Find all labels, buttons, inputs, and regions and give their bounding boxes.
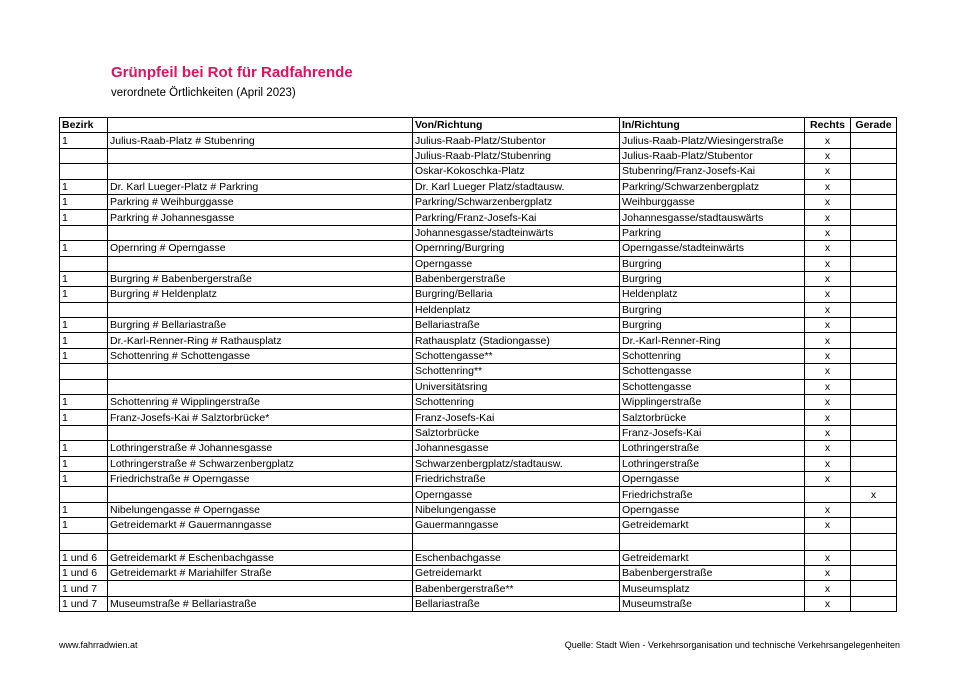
cell-von-richtung: Friedrichstraße	[413, 471, 620, 486]
cell-in-richtung: Getreidemarkt	[620, 550, 805, 565]
cell-in-richtung: Heldenplatz	[620, 287, 805, 302]
cell-gerade	[851, 210, 897, 225]
cell-von-richtung	[413, 533, 620, 550]
cell-in-richtung: Julius-Raab-Platz/Wiesingerstraße	[620, 133, 805, 148]
cell-in-richtung: Salztorbrücke	[620, 410, 805, 425]
cell-rechts	[805, 533, 851, 550]
cell-gerade	[851, 302, 897, 317]
cell-von-richtung: Babenbergerstraße	[413, 271, 620, 286]
cell-von-richtung: Operngasse	[413, 487, 620, 502]
cell-in-richtung: Wipplingerstraße	[620, 395, 805, 410]
cell-bezirk	[60, 164, 108, 179]
cell-von-richtung: Parkring/Schwarzenbergplatz	[413, 194, 620, 209]
cell-von-richtung: Oskar-Kokoschka-Platz	[413, 164, 620, 179]
table-row	[60, 241, 897, 256]
cell-gerade	[851, 133, 897, 148]
cell-bezirk: 1	[60, 318, 108, 333]
cell-rechts: x	[805, 194, 851, 209]
table-row	[60, 533, 897, 550]
cell-gerade	[851, 225, 897, 240]
cell-in-richtung: Parkring/Schwarzenbergplatz	[620, 179, 805, 194]
cell-von-richtung: Julius-Raab-Platz/Stubenring	[413, 148, 620, 163]
cell-von-richtung: Schottenring	[413, 395, 620, 410]
cell-von-richtung: Getreidemarkt	[413, 565, 620, 580]
header-in-richtung: In/Richtung	[620, 118, 805, 133]
cell-location: Museumstraße # Bellariastraße	[108, 596, 413, 611]
cell-location	[108, 533, 413, 550]
cell-von-richtung: Heldenplatz	[413, 302, 620, 317]
cell-bezirk	[60, 487, 108, 502]
cell-in-richtung: Johannesgasse/stadtauswärts	[620, 210, 805, 225]
cell-rechts: x	[805, 164, 851, 179]
cell-in-richtung: Operngasse	[620, 502, 805, 517]
cell-rechts: x	[805, 333, 851, 348]
cell-von-richtung: Julius-Raab-Platz/Stubentor	[413, 133, 620, 148]
cell-bezirk	[60, 225, 108, 240]
table-row	[60, 456, 897, 471]
cell-location: Getreidemarkt # Gauermanngasse	[108, 518, 413, 533]
cell-location: Schottenring # Schottengasse	[108, 348, 413, 363]
table-row	[60, 302, 897, 317]
cell-in-richtung: Lothringerstraße	[620, 441, 805, 456]
cell-in-richtung: Dr.-Karl-Renner-Ring	[620, 333, 805, 348]
cell-gerade	[851, 287, 897, 302]
cell-in-richtung: Stubenring/Franz-Josefs-Kai	[620, 164, 805, 179]
cell-gerade	[851, 471, 897, 486]
cell-rechts: x	[805, 596, 851, 611]
locations-table	[59, 117, 897, 612]
table-row	[60, 133, 897, 148]
cell-location	[108, 164, 413, 179]
cell-in-richtung	[620, 533, 805, 550]
cell-von-richtung: Eschenbachgasse	[413, 550, 620, 565]
cell-location: Schottenring # Wipplingerstraße	[108, 395, 413, 410]
cell-bezirk	[60, 148, 108, 163]
cell-gerade	[851, 395, 897, 410]
cell-bezirk: 1	[60, 456, 108, 471]
table-row	[60, 565, 897, 580]
cell-bezirk	[60, 533, 108, 550]
cell-in-richtung: Burgring	[620, 302, 805, 317]
cell-von-richtung: Franz-Josefs-Kai	[413, 410, 620, 425]
cell-location: Nibelungengasse # Operngasse	[108, 502, 413, 517]
cell-gerade	[851, 533, 897, 550]
cell-von-richtung: Rathausplatz (Stadiongasse)	[413, 333, 620, 348]
cell-in-richtung: Weihburggasse	[620, 194, 805, 209]
cell-rechts: x	[805, 210, 851, 225]
cell-rechts: x	[805, 302, 851, 317]
table-row	[60, 502, 897, 517]
cell-rechts: x	[805, 441, 851, 456]
cell-location: Friedrichstraße # Operngasse	[108, 471, 413, 486]
cell-bezirk	[60, 364, 108, 379]
table-row	[60, 364, 897, 379]
cell-gerade	[851, 502, 897, 517]
cell-in-richtung: Burgring	[620, 271, 805, 286]
cell-rechts: x	[805, 502, 851, 517]
cell-gerade	[851, 164, 897, 179]
table-row	[60, 518, 897, 533]
cell-location: Parkring # Johannesgasse	[108, 210, 413, 225]
cell-rechts	[805, 487, 851, 502]
cell-rechts: x	[805, 518, 851, 533]
cell-gerade	[851, 348, 897, 363]
table-row	[60, 550, 897, 565]
table-row	[60, 581, 897, 596]
cell-rechts: x	[805, 379, 851, 394]
table-row	[60, 410, 897, 425]
cell-location	[108, 225, 413, 240]
cell-gerade	[851, 565, 897, 580]
cell-von-richtung: Nibelungengasse	[413, 502, 620, 517]
cell-von-richtung: Universitätsring	[413, 379, 620, 394]
cell-in-richtung: Franz-Josefs-Kai	[620, 425, 805, 440]
cell-bezirk: 1	[60, 395, 108, 410]
cell-gerade	[851, 518, 897, 533]
cell-rechts: x	[805, 581, 851, 596]
cell-location: Opernring # Operngasse	[108, 241, 413, 256]
cell-location: Parkring # Weihburggasse	[108, 194, 413, 209]
header-von-richtung: Von/Richtung	[413, 118, 620, 133]
cell-von-richtung: Schwarzenbergplatz/stadtausw.	[413, 456, 620, 471]
cell-gerade	[851, 596, 897, 611]
page-title: Grünpfeil bei Rot für Radfahrende	[111, 64, 353, 81]
cell-location: Burgring # Bellariastraße	[108, 318, 413, 333]
cell-rechts: x	[805, 133, 851, 148]
cell-bezirk: 1	[60, 441, 108, 456]
header-location	[108, 118, 413, 133]
cell-in-richtung: Burgring	[620, 318, 805, 333]
cell-gerade	[851, 333, 897, 348]
table-row	[60, 487, 897, 502]
cell-von-richtung: Bellariastraße	[413, 318, 620, 333]
cell-bezirk: 1	[60, 410, 108, 425]
header-rechts: Rechts	[805, 118, 851, 133]
cell-rechts: x	[805, 148, 851, 163]
cell-bezirk: 1	[60, 271, 108, 286]
cell-rechts: x	[805, 256, 851, 271]
cell-in-richtung: Burgring	[620, 256, 805, 271]
cell-von-richtung: Johannesgasse	[413, 441, 620, 456]
cell-bezirk	[60, 256, 108, 271]
cell-location: Burgring # Heldenplatz	[108, 287, 413, 302]
cell-location	[108, 302, 413, 317]
cell-in-richtung: Parkring	[620, 225, 805, 240]
cell-in-richtung: Schottengasse	[620, 379, 805, 394]
table-row	[60, 395, 897, 410]
cell-bezirk: 1 und 6	[60, 565, 108, 580]
cell-von-richtung: Parkring/Franz-Josefs-Kai	[413, 210, 620, 225]
cell-rechts: x	[805, 364, 851, 379]
cell-location	[108, 379, 413, 394]
cell-von-richtung: Schottenring**	[413, 364, 620, 379]
cell-von-richtung: Gauermanngasse	[413, 518, 620, 533]
cell-location: Lothringerstraße # Johannesgasse	[108, 441, 413, 456]
footer-source: Quelle: Stadt Wien - Verkehrsorganisation und technische Verkehrsangelegenheiten	[564, 640, 900, 650]
cell-in-richtung: Friedrichstraße	[620, 487, 805, 502]
cell-gerade	[851, 379, 897, 394]
cell-gerade	[851, 256, 897, 271]
header-bezirk: Bezirk	[60, 118, 108, 133]
table-row	[60, 379, 897, 394]
cell-bezirk: 1	[60, 348, 108, 363]
cell-location: Lothringerstraße # Schwarzenbergplatz	[108, 456, 413, 471]
cell-rechts: x	[805, 565, 851, 580]
cell-rechts: x	[805, 471, 851, 486]
cell-rechts: x	[805, 179, 851, 194]
cell-gerade	[851, 179, 897, 194]
table-row	[60, 256, 897, 271]
cell-in-richtung: Operngasse	[620, 471, 805, 486]
cell-von-richtung: Salztorbrücke	[413, 425, 620, 440]
cell-rechts: x	[805, 456, 851, 471]
cell-rechts: x	[805, 287, 851, 302]
cell-location	[108, 581, 413, 596]
table-row	[60, 471, 897, 486]
cell-rechts: x	[805, 271, 851, 286]
cell-location: Burgring # Babenbergerstraße	[108, 271, 413, 286]
cell-rechts: x	[805, 550, 851, 565]
cell-rechts: x	[805, 425, 851, 440]
cell-location	[108, 425, 413, 440]
cell-bezirk: 1	[60, 210, 108, 225]
table-row	[60, 194, 897, 209]
cell-gerade	[851, 318, 897, 333]
cell-location: Getreidemarkt # Eschenbachgasse	[108, 550, 413, 565]
cell-von-richtung: Burgring/Bellaria	[413, 287, 620, 302]
cell-location: Getreidemarkt # Mariahilfer Straße	[108, 565, 413, 580]
table-row	[60, 179, 897, 194]
cell-gerade	[851, 581, 897, 596]
table-row	[60, 318, 897, 333]
cell-rechts: x	[805, 395, 851, 410]
table-row	[60, 225, 897, 240]
page-subtitle: verordnete Örtlichkeiten (April 2023)	[111, 87, 296, 99]
cell-bezirk	[60, 302, 108, 317]
cell-bezirk: 1	[60, 333, 108, 348]
cell-bezirk: 1 und 7	[60, 596, 108, 611]
table-row	[60, 333, 897, 348]
cell-in-richtung: Museumstraße	[620, 596, 805, 611]
cell-gerade	[851, 441, 897, 456]
cell-in-richtung: Lothringerstraße	[620, 456, 805, 471]
cell-von-richtung: Operngasse	[413, 256, 620, 271]
cell-von-richtung: Johannesgasse/stadteinwärts	[413, 225, 620, 240]
cell-gerade	[851, 550, 897, 565]
cell-gerade	[851, 241, 897, 256]
cell-location: Dr.-Karl-Renner-Ring # Rathausplatz	[108, 333, 413, 348]
cell-rechts: x	[805, 241, 851, 256]
cell-gerade: x	[851, 487, 897, 502]
table-row	[60, 164, 897, 179]
cell-location	[108, 487, 413, 502]
cell-in-richtung: Museumsplatz	[620, 581, 805, 596]
table-row	[60, 210, 897, 225]
cell-bezirk: 1 und 6	[60, 550, 108, 565]
cell-von-richtung: Dr. Karl Lueger Platz/stadtausw.	[413, 179, 620, 194]
cell-rechts: x	[805, 348, 851, 363]
cell-in-richtung: Getreidemarkt	[620, 518, 805, 533]
cell-von-richtung: Schottengasse**	[413, 348, 620, 363]
cell-location	[108, 148, 413, 163]
cell-gerade	[851, 271, 897, 286]
table-row	[60, 348, 897, 363]
cell-bezirk	[60, 425, 108, 440]
cell-bezirk: 1	[60, 518, 108, 533]
cell-gerade	[851, 425, 897, 440]
cell-rechts: x	[805, 318, 851, 333]
cell-bezirk: 1	[60, 471, 108, 486]
cell-bezirk: 1	[60, 194, 108, 209]
cell-in-richtung: Schottenring	[620, 348, 805, 363]
cell-location: Dr. Karl Lueger-Platz # Parkring	[108, 179, 413, 194]
cell-von-richtung: Babenbergerstraße**	[413, 581, 620, 596]
cell-gerade	[851, 364, 897, 379]
cell-bezirk: 1	[60, 241, 108, 256]
cell-rechts: x	[805, 225, 851, 240]
cell-bezirk: 1	[60, 502, 108, 517]
cell-bezirk: 1	[60, 179, 108, 194]
cell-in-richtung: Julius-Raab-Platz/Stubentor	[620, 148, 805, 163]
footer-website: www.fahrradwien.at	[59, 640, 138, 650]
cell-in-richtung: Babenbergerstraße	[620, 565, 805, 580]
table-row	[60, 271, 897, 286]
cell-location	[108, 364, 413, 379]
cell-rechts: x	[805, 410, 851, 425]
table-row	[60, 596, 897, 611]
cell-gerade	[851, 456, 897, 471]
cell-location: Julius-Raab-Platz # Stubenring	[108, 133, 413, 148]
cell-bezirk: 1	[60, 133, 108, 148]
table-body	[60, 133, 897, 612]
cell-von-richtung: Opernring/Burgring	[413, 241, 620, 256]
cell-location: Franz-Josefs-Kai # Salztorbrücke*	[108, 410, 413, 425]
cell-bezirk: 1 und 7	[60, 581, 108, 596]
cell-bezirk: 1	[60, 287, 108, 302]
header-gerade: Gerade	[851, 118, 897, 133]
table-row	[60, 425, 897, 440]
table-header-row	[60, 118, 897, 133]
cell-bezirk	[60, 379, 108, 394]
table-row	[60, 287, 897, 302]
cell-in-richtung: Schottengasse	[620, 364, 805, 379]
cell-von-richtung: Bellariastraße	[413, 596, 620, 611]
cell-location	[108, 256, 413, 271]
cell-gerade	[851, 194, 897, 209]
cell-gerade	[851, 410, 897, 425]
cell-in-richtung: Operngasse/stadteinwärts	[620, 241, 805, 256]
cell-gerade	[851, 148, 897, 163]
table-row	[60, 441, 897, 456]
table-row	[60, 148, 897, 163]
